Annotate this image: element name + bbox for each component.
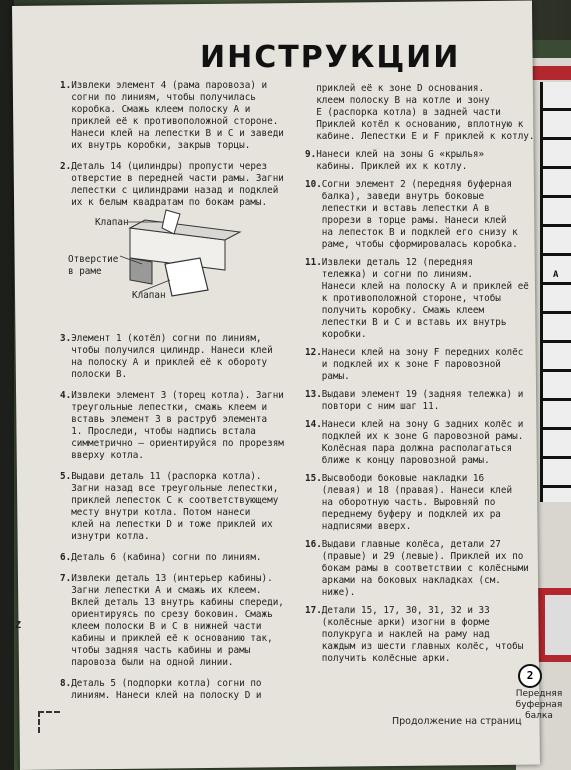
instruction-step [305,83,535,143]
background-left [0,0,14,770]
step-text: Элемент 1 (котёл) согни по линиям, чтобы получился цилиндр. Нанеси клей на полоску А и приклей её к обороту полоски В. [71,333,273,380]
instruction-step [305,539,535,599]
step-number: 16. [305,539,322,550]
instruction-step [60,80,284,152]
step-text: Согни элемент 2 (передняя буферная балка), заведи внутрь боковые лепестки и вставь лепестки А в прорези в торце рамы. Нанеси клей на лепесток В и подклей его снизу к раме, чтобы сформировалась коробка. [321,179,518,250]
side-caption: Передняя буферная балка [515,689,563,721]
step-text: Высвободи боковые накладки 16 (левая) и 18 (правая). Нанеси клей на оборотную часть. Выровняй по переднему буферу и подклей их ра надписями вверх. [321,473,513,532]
instruction-step [305,347,535,383]
instruction-step [305,473,535,533]
step-text: Детали 15, 17, 30, 31, 32 и 33 (колёсные арки) изогни в форме полукруга и наклей на раму над каждым из шести главных колёс, чтобы получить колёсные арки. [321,605,524,664]
left-column [60,80,284,708]
step-text: Нанеси клей на зону F передних колёс и подклей их к зоне F паровозной рамы. [321,347,524,382]
step-text: Деталь 5 (подпорки котла) согни по линиям. Нанеси клей на полоску D и [71,678,262,701]
step-text: Извлеки элемент 3 (торец котла). Загни треугольные лепестки, смажь клеем и вставь элемент 3 в раструб элемента 1. Проследи, чтобы надпись встала симметрично – ориентируйся по прорезям вверху котла. [71,390,284,461]
instruction-step [60,678,284,702]
step-text: Выдави элемент 19 (задняя тележка) и повтори с ним шаг 11. [321,389,524,412]
page-title: ИНСТРУКЦИИ [200,40,461,75]
step-number: 8. [60,678,72,689]
instruction-step [60,552,284,564]
step-text: Деталь 14 (цилиндры) пропусти через отверстие в передней части рамы. Загни лепестки с цилиндрами назад и подклей их к белым квадратам по бокам рамы. [71,161,284,208]
red-cutout-shape [538,588,571,662]
step-number: 17. [305,605,322,616]
instruction-step [305,257,535,341]
label-valve-bottom: Клапан [132,290,166,301]
step-number: 4. [60,390,72,401]
instruction-step [305,179,535,251]
step-text: Выдави деталь 11 (распорка котла). Загни назад все треугольные лепестки, приклей лепесток С к соответствующему месту внутри котла. Потом нанеси клей на лепестки D и тоже приклей их изнутри котла. [71,471,279,542]
step-number: 6. [60,552,72,563]
step-number: 9. [305,149,317,160]
instruction-step [60,333,284,381]
continuation-note: Продолжение на страниц [392,716,522,727]
step-number: 7. [60,573,72,584]
step-number: 15. [305,473,322,484]
step-text: Нанеси клей на зоны G «крылья» кабины. Приклей их к котлу. [316,149,485,172]
instruction-step [305,605,535,665]
label-hole: Отверстие в раме [68,254,119,277]
instruction-step [60,161,284,209]
step-number: 13. [305,389,322,400]
instruction-step [60,573,284,669]
step-number: 1. [60,80,72,91]
step-number: 2. [60,161,72,172]
instruction-step [60,471,284,543]
step-text: Деталь 6 (кабина) согни по линиям. [71,552,262,563]
step-text: Нанеси клей на зону G задних колёс и подклей их к зоне G паровозной рамы. Колёсная пара должна располагаться ближе к концу паровозной рамы. [321,419,524,466]
instruction-step [305,389,535,413]
cutout-grid [540,82,571,502]
step-number: 11. [305,257,322,268]
instruction-step [305,419,535,467]
step-number: 3. [60,333,72,344]
instruction-step [60,390,284,462]
page-corner-mark [38,711,60,733]
label-valve-top: Клапан [95,217,129,228]
step-number: 5. [60,471,72,482]
step-text: Извлеки элемент 4 (рама паровоза) и согни по линиям, чтобы получилась коробка. Смажь клеем полоску А и приклей её к противоположной стороне. Нанеси клей на лепестки В и С и заведи их внутрь коробки, закрыв торцы. [71,80,284,151]
step-text: Извлеки деталь 12 (передняя тележка) и согни по линиям. Нанеси клей на полоску А и приклей её к противоположной стороне, чтобы получить коробку. Смажь клеем лепестки В и С и вставь их внутрь коробки. [321,257,529,340]
step-number: 10. [305,179,322,190]
step-badge: 2 [518,664,542,688]
instruction-step [305,149,535,173]
right-column [305,83,535,671]
step-number: 14. [305,419,322,430]
left-margin-mark: Z [15,620,22,631]
step-number: 12. [305,347,322,358]
step-text: Выдави главные колёса, детали 27 (правые) и 29 (левые). Приклей их по бокам рамы в соответствии с колёсными арками на боковых накладках (см. ниже). [321,539,529,598]
grid-letter: А [553,270,559,280]
step-text: Извлеки деталь 13 (интерьер кабины). Загни лепестки А и смажь их клеем. Вклей деталь 13 внутрь кабины спереди, ориентируясь по срезу боковин. Смажь клеем полоски В и С в нижней части кабины и приклей её к основанию так, чтобы задняя часть кабины и рамы паровоза были на одной линии. [71,573,284,668]
step-text: приклей её к зоне D основания. клеем полоску В на котле и зону Е (распорка котла) в задней части Приклей котёл к основанию, вплотную к кабине. Лепестки Е и F приклей к котлу. [316,83,535,142]
